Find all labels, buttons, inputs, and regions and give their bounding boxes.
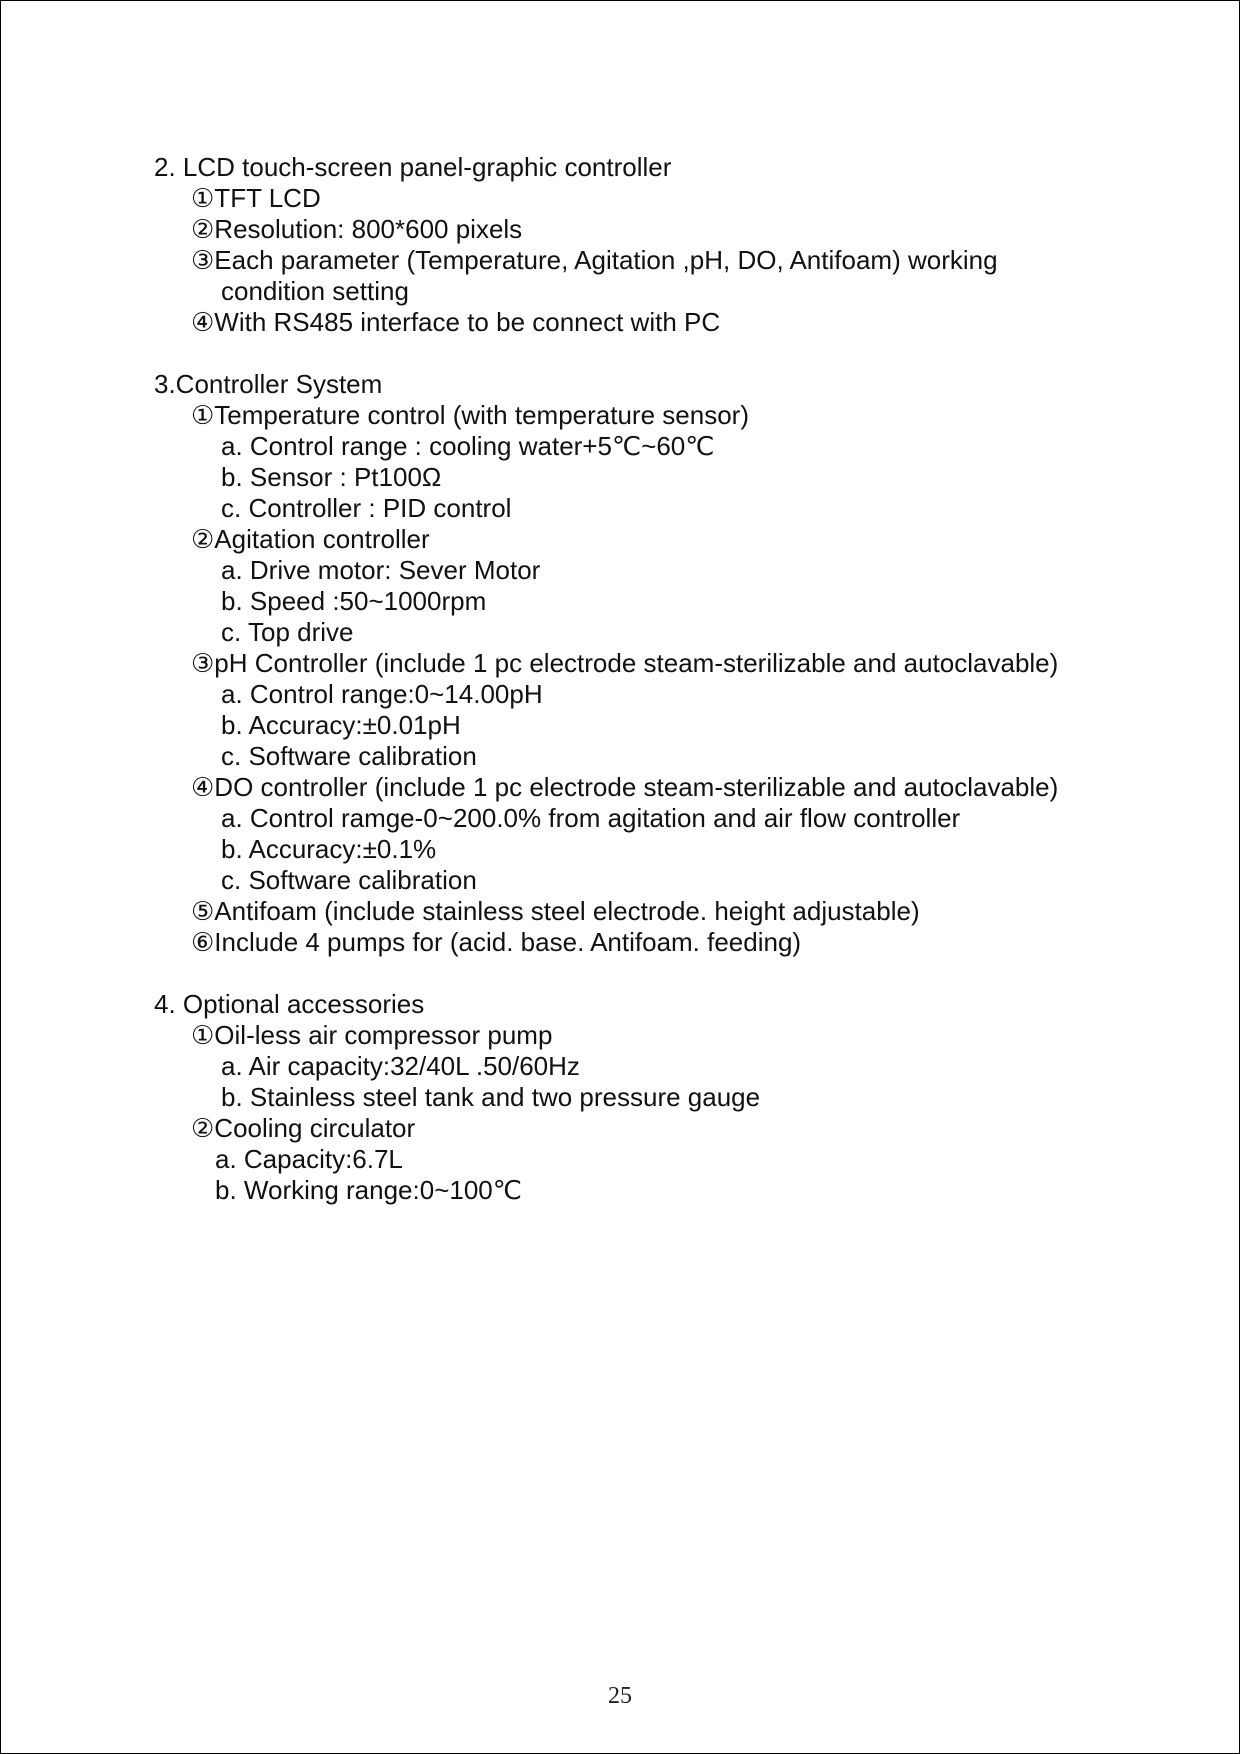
sub-item: b. Accuracy:±0.01pH: [221, 710, 461, 740]
list-item: ⑥Include 4 pumps for (acid. base. Antifoam. feeding): [191, 927, 802, 957]
sub-item: c. Software calibration: [221, 865, 477, 895]
list-item: ④DO controller (include 1 pc electrode steam-sterilizable and autoclavable): [191, 772, 1059, 802]
section-heading: 4. Optional accessories: [154, 989, 425, 1019]
sub-item: b. Sensor : Pt100Ω: [221, 462, 442, 492]
section-heading: 3.Controller System: [154, 369, 383, 399]
sub-item: b. Stainless steel tank and two pressure gauge: [221, 1082, 761, 1112]
list-item: ③Each parameter (Temperature, Agitation ,pH, DO, Antifoam) working: [191, 245, 998, 275]
sub-item: a. Air capacity:32/40L .50/60Hz: [221, 1051, 580, 1081]
list-item: ④With RS485 interface to be connect with PC: [191, 307, 721, 337]
sub-item: a. Control range : cooling water+5℃~60℃: [221, 431, 715, 461]
sub-item: a. Drive motor: Sever Motor: [221, 555, 541, 585]
section-heading: 2. LCD touch-screen panel-graphic controller: [154, 152, 672, 182]
list-item: ②Resolution: 800*600 pixels: [191, 214, 523, 244]
list-item: ①Temperature control (with temperature sensor): [191, 400, 749, 430]
list-item: ①TFT LCD: [191, 183, 321, 213]
list-item: ①Oil-less air compressor pump: [191, 1020, 553, 1050]
sub-item: c. Top drive: [221, 617, 354, 647]
sub-item: b. Working range:0~100℃: [215, 1175, 522, 1205]
sub-item: b. Speed :50~1000rpm: [221, 586, 487, 616]
sub-item: b. Accuracy:±0.1%: [221, 834, 437, 864]
page-number: 25: [608, 1683, 632, 1709]
list-item: ②Cooling circulator: [191, 1113, 416, 1143]
sub-item: a. Capacity:6.7L: [215, 1144, 403, 1174]
sub-item: a. Control range:0~14.00pH: [221, 679, 543, 709]
list-item: ②Agitation controller: [191, 524, 430, 554]
list-item: ⑤Antifoam (include stainless steel electrode. height adjustable): [191, 896, 920, 926]
document-body: [154, 152, 1154, 1206]
sub-item: c. Software calibration: [221, 741, 477, 771]
list-item-continuation: condition setting: [221, 276, 409, 306]
sub-item: c. Controller : PID control: [221, 493, 512, 523]
sub-item: a. Control ramge-0~200.0% from agitation and air flow controller: [221, 803, 961, 833]
list-item: ③pH Controller (include 1 pc electrode steam-sterilizable and autoclavable): [191, 648, 1059, 678]
